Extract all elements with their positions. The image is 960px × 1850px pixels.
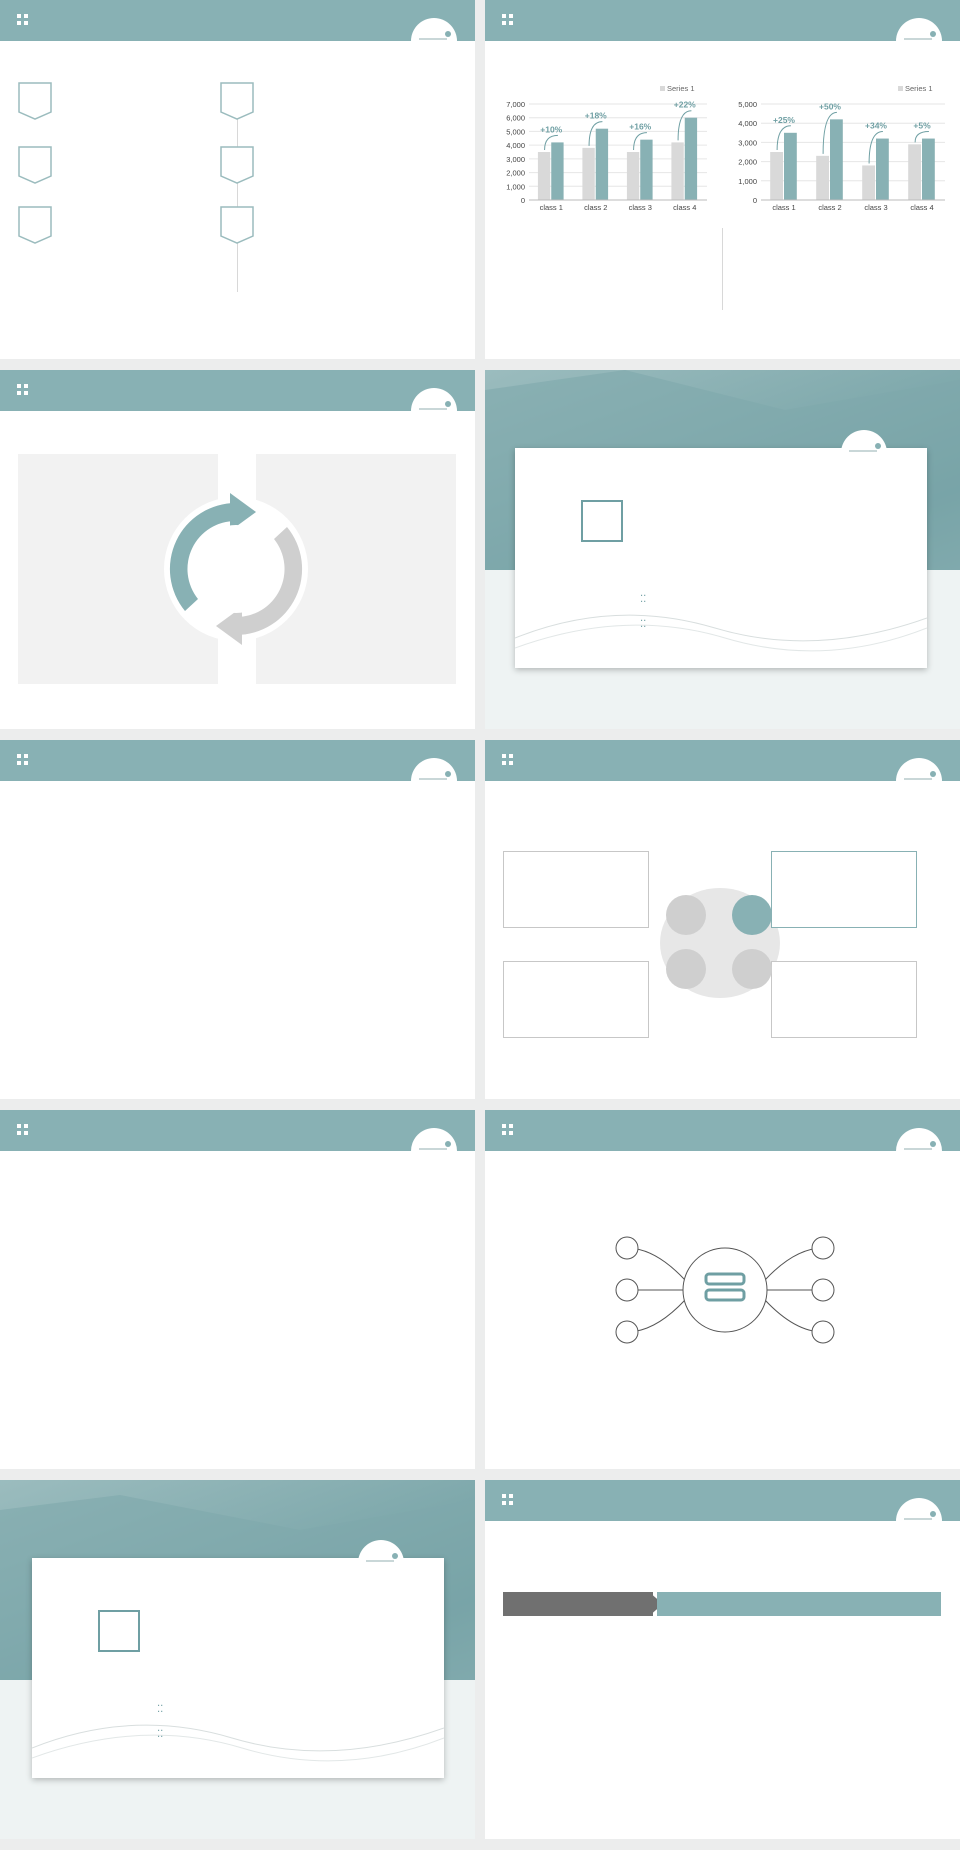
- growth-annotation: +5%: [913, 120, 931, 131]
- x-tick-label: class 3: [864, 203, 888, 212]
- slide-22[interactable]: [0, 0, 475, 359]
- bar: [671, 142, 683, 200]
- growth-annotation: +25%: [773, 114, 795, 125]
- y-tick-label: 6,000: [506, 113, 525, 123]
- dots-icon: [17, 14, 29, 26]
- section-item[interactable]: ⁚⁚: [157, 1704, 164, 1715]
- x-tick-label: class 2: [584, 203, 608, 212]
- growth-annotation: +16%: [629, 121, 652, 132]
- logo: [411, 758, 457, 804]
- slide-31[interactable]: [485, 1480, 960, 1839]
- logo: [896, 1128, 942, 1174]
- number-badge: [18, 206, 52, 240]
- growth-annotation: +18%: [584, 110, 607, 121]
- y-tick-label: 2,000: [506, 168, 525, 178]
- section-item[interactable]: ⁚⁚: [640, 594, 647, 605]
- y-tick-label: 1,000: [738, 176, 757, 186]
- growth-annotation: +50%: [819, 101, 841, 112]
- section-items: [640, 586, 646, 636]
- cover-card: [32, 1558, 444, 1778]
- number-badge: [220, 146, 254, 180]
- dots-icon: [502, 1494, 514, 1506]
- legend-swatch: [660, 86, 665, 91]
- number-badge: [220, 82, 254, 116]
- qual-box-4[interactable]: [771, 961, 917, 1038]
- logo: [358, 1540, 404, 1586]
- bar: [685, 118, 697, 200]
- dots-icon: [502, 14, 514, 26]
- qual-number: [732, 949, 772, 989]
- status-item[interactable]: [220, 82, 435, 132]
- bar: [640, 140, 652, 200]
- bar: [816, 156, 829, 200]
- slide-30[interactable]: [0, 1480, 475, 1839]
- slide-header: [485, 740, 960, 781]
- x-tick-label: class 2: [818, 203, 842, 212]
- slide-29[interactable]: [485, 1110, 960, 1469]
- process-head-left: [503, 1592, 653, 1616]
- bar: [830, 119, 843, 200]
- slide-header: [485, 1480, 960, 1521]
- status-item[interactable]: [18, 206, 233, 256]
- legend-swatch: [898, 86, 903, 91]
- legend-label: Series 1: [905, 84, 933, 93]
- x-tick-label: class 1: [772, 203, 796, 212]
- bar: [582, 148, 594, 200]
- bar-chart-right: [723, 80, 960, 220]
- bar: [551, 142, 563, 200]
- bar-chart-left: [485, 80, 722, 220]
- bar: [627, 152, 639, 200]
- dots-icon: [502, 754, 514, 766]
- slide-header: [0, 1110, 475, 1151]
- wave-decoration: [32, 1708, 444, 1778]
- x-tick-label: class 4: [910, 203, 934, 212]
- x-tick-label: class 1: [539, 203, 563, 212]
- bar: [908, 144, 921, 200]
- bar: [784, 133, 797, 200]
- bar: [538, 152, 550, 200]
- hub-diagram: [605, 1220, 845, 1360]
- section-item[interactable]: ⁚⁚: [157, 1729, 164, 1740]
- section-number: [98, 1610, 140, 1652]
- y-tick-label: 1,000: [506, 182, 525, 192]
- status-item[interactable]: [220, 146, 435, 196]
- y-tick-label: 5,000: [506, 127, 525, 137]
- bar: [862, 165, 875, 200]
- y-tick-label: 5,000: [738, 100, 757, 109]
- wave-decoration: [515, 598, 927, 668]
- qual-number: [666, 895, 706, 935]
- dots-icon: [17, 384, 29, 396]
- growth-annotation: +10%: [540, 124, 563, 135]
- number-badge: [18, 146, 52, 180]
- number-badge: [220, 206, 254, 240]
- logo: [841, 430, 887, 476]
- y-tick-label: 7,000: [506, 100, 525, 109]
- y-tick-label: 0: [520, 196, 525, 205]
- slide-24[interactable]: [0, 370, 475, 729]
- process-head-right: [657, 1592, 941, 1616]
- dots-icon: [502, 1124, 514, 1136]
- status-item[interactable]: [220, 206, 435, 256]
- slide-header: [0, 0, 475, 41]
- x-tick-label: class 3: [628, 203, 652, 212]
- growth-annotation: +34%: [865, 120, 887, 131]
- slide-header: [485, 0, 960, 41]
- qual-number: [666, 949, 706, 989]
- logo: [896, 1498, 942, 1544]
- qual-box-1[interactable]: [503, 851, 649, 928]
- y-tick-label: 3,000: [506, 154, 525, 164]
- qual-box-2[interactable]: [771, 851, 917, 928]
- bar: [770, 152, 783, 200]
- slide-26[interactable]: [0, 740, 475, 1099]
- bar: [596, 129, 608, 200]
- divider: [722, 228, 723, 310]
- cycle-diagram: [160, 493, 312, 645]
- y-tick-label: 4,000: [506, 141, 525, 151]
- dots-icon: [17, 1124, 29, 1136]
- bar: [876, 139, 889, 200]
- y-tick-label: 3,000: [738, 138, 757, 148]
- logo: [411, 18, 457, 64]
- section-item[interactable]: ⁚⁚: [640, 619, 647, 630]
- y-tick-label: 4,000: [738, 119, 757, 129]
- x-tick-label: class 4: [673, 203, 697, 212]
- logo: [411, 388, 457, 434]
- status-item[interactable]: [18, 82, 233, 132]
- qual-box-3[interactable]: [503, 961, 649, 1038]
- status-item[interactable]: [18, 146, 233, 196]
- growth-annotation: +22%: [673, 99, 696, 110]
- slide-header: [485, 1110, 960, 1151]
- slide-23[interactable]: [485, 0, 960, 359]
- logo: [411, 1128, 457, 1174]
- section-items: [157, 1696, 163, 1746]
- legend-label: Series 1: [667, 84, 695, 93]
- section-number: [581, 500, 623, 542]
- slide-27[interactable]: [485, 740, 960, 1099]
- slide-header: [0, 370, 475, 411]
- logo: [896, 18, 942, 64]
- logo: [896, 758, 942, 804]
- dots-icon: [17, 754, 29, 766]
- bar: [922, 139, 935, 200]
- cover-card: [515, 448, 927, 668]
- slide-header: [0, 740, 475, 781]
- slide-28[interactable]: [0, 1110, 475, 1469]
- y-tick-label: 2,000: [738, 157, 757, 167]
- number-badge: [18, 82, 52, 116]
- slide-25[interactable]: [485, 370, 960, 729]
- y-tick-label: 0: [752, 196, 757, 205]
- qual-number: [732, 895, 772, 935]
